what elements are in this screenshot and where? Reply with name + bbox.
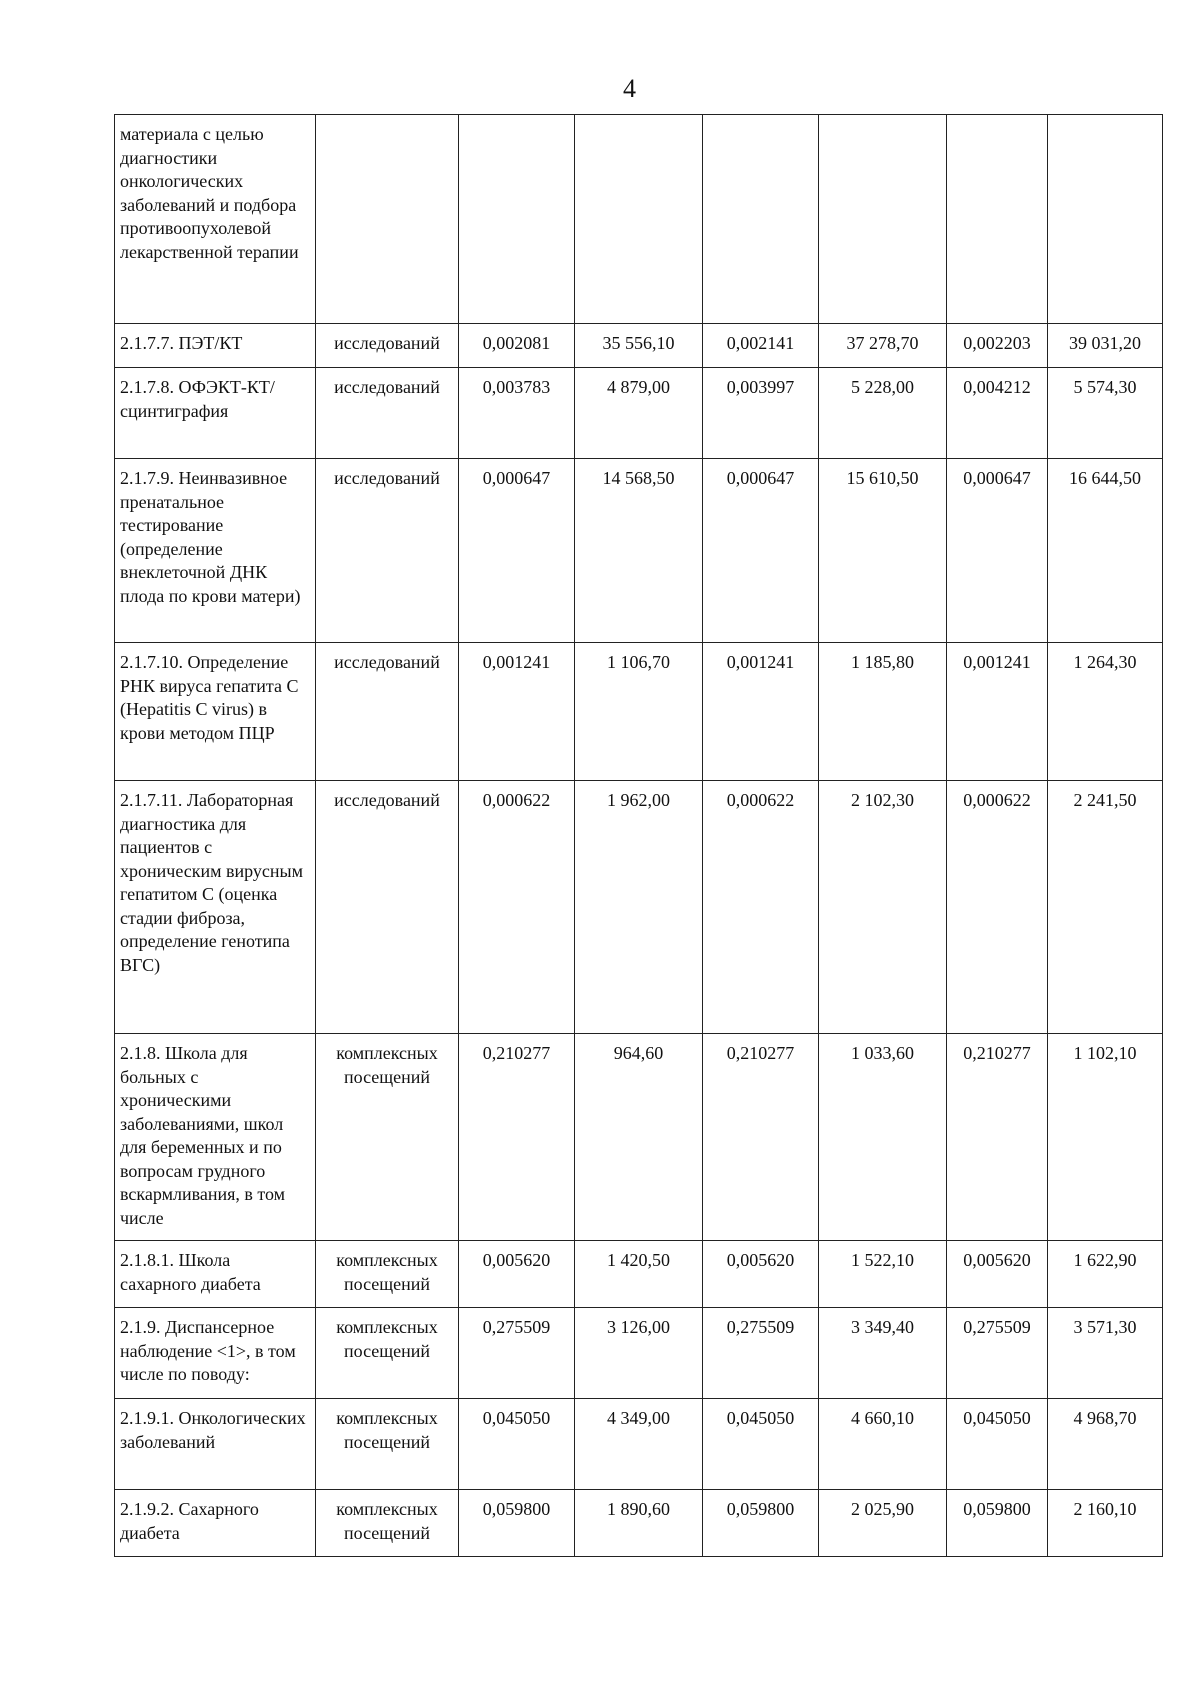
cost-cell: 3 571,30: [1048, 1308, 1163, 1399]
service-name-cell: 2.1.8.1. Школа сахарного диабета: [115, 1241, 316, 1308]
table-row: [115, 781, 1163, 1034]
cost-cell: 1 622,90: [1048, 1241, 1163, 1308]
volume-cell: 0,001241: [459, 643, 575, 781]
volume-cell: 0,059800: [459, 1490, 575, 1557]
service-name-cell: 2.1.7.7. ПЭТ/КТ: [115, 324, 316, 368]
cost-cell: 1 185,80: [819, 643, 947, 781]
unit-cell: исследований: [316, 781, 459, 1034]
cost-cell: 2 025,90: [819, 1490, 947, 1557]
cost-cell: 1 106,70: [575, 643, 703, 781]
volume-cell: [459, 115, 575, 324]
unit-cell: исследований: [316, 459, 459, 643]
service-name-cell: 2.1.9.2. Сахарного диабета: [115, 1490, 316, 1557]
service-name-cell: 2.1.7.9. Неинвазивное пренатальное тестирование (определение внеклеточной ДНК плода по крови матери): [115, 459, 316, 643]
unit-cell: [316, 115, 459, 324]
table-row: [115, 459, 1163, 643]
cost-cell: 3 349,40: [819, 1308, 947, 1399]
cost-cell: 5 574,30: [1048, 368, 1163, 459]
cost-cell: 35 556,10: [575, 324, 703, 368]
cost-cell: 4 660,10: [819, 1399, 947, 1490]
cost-cell: 1 264,30: [1048, 643, 1163, 781]
cost-cell: 37 278,70: [819, 324, 947, 368]
service-name-cell: 2.1.9.1. Онкологических заболеваний: [115, 1399, 316, 1490]
volume-cell: 0,275509: [947, 1308, 1048, 1399]
cost-cell: 2 102,30: [819, 781, 947, 1034]
cost-cell: 1 890,60: [575, 1490, 703, 1557]
volume-cell: 0,003783: [459, 368, 575, 459]
volume-cell: 0,045050: [703, 1399, 819, 1490]
unit-cell: комплексных посещений: [316, 1490, 459, 1557]
volume-cell: 0,210277: [703, 1034, 819, 1241]
table-row: [115, 1308, 1163, 1399]
cost-cell: 1 962,00: [575, 781, 703, 1034]
volume-cell: 0,000622: [947, 781, 1048, 1034]
cost-cell: [1048, 115, 1163, 324]
cost-cell: 2 241,50: [1048, 781, 1163, 1034]
cost-cell: 4 879,00: [575, 368, 703, 459]
unit-cell: исследований: [316, 368, 459, 459]
unit-cell: исследований: [316, 324, 459, 368]
service-name-cell: материала с целью диагностики онкологических заболеваний и подбора противоопухолевой лекарственной терапии: [115, 115, 316, 324]
table-row: [115, 368, 1163, 459]
table-row: [115, 115, 1163, 324]
volume-cell: 0,059800: [947, 1490, 1048, 1557]
volume-cell: 0,005620: [947, 1241, 1048, 1308]
volume-cell: 0,275509: [703, 1308, 819, 1399]
service-name-cell: 2.1.7.10. Определение РНК вируса гепатита С (Hepatitis C virus) в крови методом ПЦР: [115, 643, 316, 781]
cost-cell: 16 644,50: [1048, 459, 1163, 643]
unit-cell: комплексных посещений: [316, 1399, 459, 1490]
volume-cell: 0,275509: [459, 1308, 575, 1399]
standards-table: [114, 114, 1163, 1557]
cost-cell: 1 522,10: [819, 1241, 947, 1308]
unit-cell: комплексных посещений: [316, 1241, 459, 1308]
volume-cell: 0,000647: [947, 459, 1048, 643]
volume-cell: 0,002141: [703, 324, 819, 368]
table-row: [115, 1241, 1163, 1308]
cost-cell: 1 102,10: [1048, 1034, 1163, 1241]
volume-cell: 0,000622: [703, 781, 819, 1034]
cost-cell: 3 126,00: [575, 1308, 703, 1399]
volume-cell: 0,000647: [459, 459, 575, 643]
volume-cell: 0,005620: [703, 1241, 819, 1308]
volume-cell: 0,000622: [459, 781, 575, 1034]
cost-cell: 4 349,00: [575, 1399, 703, 1490]
volume-cell: [947, 115, 1048, 324]
cost-cell: 2 160,10: [1048, 1490, 1163, 1557]
volume-cell: 0,001241: [703, 643, 819, 781]
cost-cell: 1 420,50: [575, 1241, 703, 1308]
service-name-cell: 2.1.7.11. Лабораторная диагностика для пациентов с хроническим вирусным гепатитом С (оценка стадии фиброза, определение генотипа ВГС): [115, 781, 316, 1034]
cost-cell: 4 968,70: [1048, 1399, 1163, 1490]
unit-cell: комплексных посещений: [316, 1308, 459, 1399]
volume-cell: 0,059800: [703, 1490, 819, 1557]
volume-cell: 0,000647: [703, 459, 819, 643]
volume-cell: 0,045050: [459, 1399, 575, 1490]
table-row: [115, 324, 1163, 368]
table-row: [115, 643, 1163, 781]
cost-cell: 14 568,50: [575, 459, 703, 643]
volume-cell: 0,210277: [947, 1034, 1048, 1241]
volume-cell: 0,004212: [947, 368, 1048, 459]
volume-cell: 0,002203: [947, 324, 1048, 368]
volume-cell: 0,005620: [459, 1241, 575, 1308]
cost-cell: 5 228,00: [819, 368, 947, 459]
cost-cell: [819, 115, 947, 324]
volume-cell: 0,002081: [459, 324, 575, 368]
unit-cell: комплексных посещений: [316, 1034, 459, 1241]
cost-cell: 1 033,60: [819, 1034, 947, 1241]
table-row: [115, 1399, 1163, 1490]
volume-cell: [703, 115, 819, 324]
cost-cell: [575, 115, 703, 324]
cost-cell: 39 031,20: [1048, 324, 1163, 368]
service-name-cell: 2.1.8. Школа для больных с хроническими заболеваниями, школ для беременных и по вопросам грудного вскармливания, в том числе: [115, 1034, 316, 1241]
cost-cell: 964,60: [575, 1034, 703, 1241]
service-name-cell: 2.1.7.8. ОФЭКТ-КТ/сцинтиграфия: [115, 368, 316, 459]
page-number: 4: [623, 74, 636, 103]
table-row: [115, 1034, 1163, 1241]
volume-cell: 0,003997: [703, 368, 819, 459]
volume-cell: 0,045050: [947, 1399, 1048, 1490]
volume-cell: 0,210277: [459, 1034, 575, 1241]
cost-cell: 15 610,50: [819, 459, 947, 643]
unit-cell: исследований: [316, 643, 459, 781]
volume-cell: 0,001241: [947, 643, 1048, 781]
service-name-cell: 2.1.9. Диспансерное наблюдение <1>, в том числе по поводу:: [115, 1308, 316, 1399]
table-row: [115, 1490, 1163, 1557]
